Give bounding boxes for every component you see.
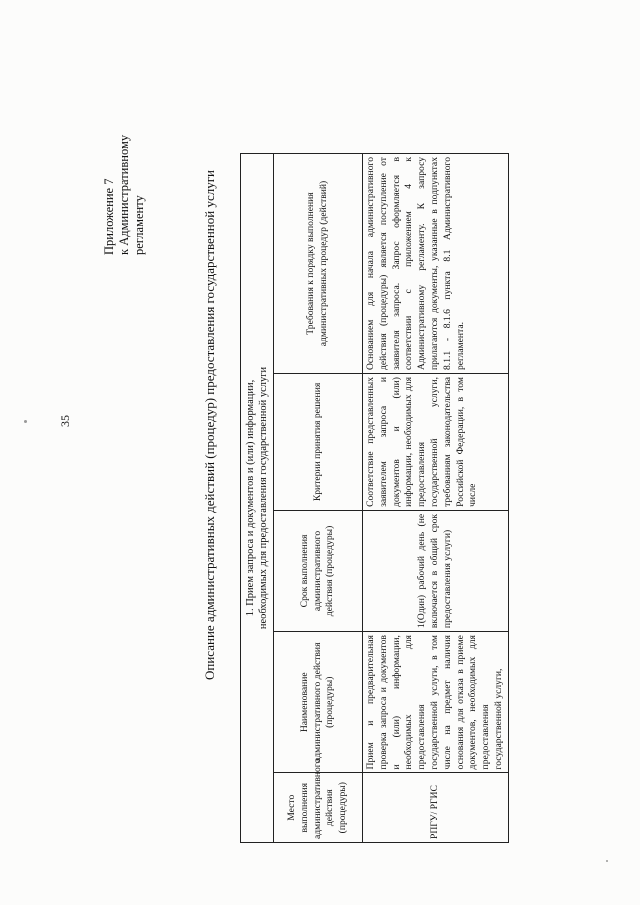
column-header-action: Наименование административного действия (процедуры) — [274, 632, 363, 773]
column-header-place: Место выполнения административного действия (процедуры) — [274, 773, 363, 843]
column-header-criteria: Критерии принятия решения — [274, 374, 363, 511]
document-title: Описание административных действий (процедур) предоставления государственной услуги — [202, 170, 217, 680]
header-row — [274, 154, 363, 843]
cell-action: Прием и предварительная проверка запроса и документов и (или) информации, необходимых для предоставления государственной услуги, в том числе на предмет наличия основания для отказа в приеме документов, необходимых для предоставления государственной услуги, — [363, 632, 509, 773]
column-header-term: Срок выполнения административного действия (процедуры) — [274, 510, 363, 631]
section-heading-line-1: 1. Прием запроса и документов и (или) информации, — [245, 379, 256, 617]
appendix-line-1: Приложение 7 — [102, 178, 116, 255]
appendix-note — [102, 135, 147, 255]
table-row — [363, 154, 509, 843]
cell-criteria: Соответствие представленных заявителем запроса и документов и (или) информации, необходимых для предоставления государственной услуги, требованиям законодательства Российской Федерации, в том числе — [363, 374, 509, 511]
cell-place: РПГУ/ РГИС — [363, 773, 509, 843]
section-heading — [241, 154, 274, 843]
procedures-table — [240, 153, 509, 843]
page-number: 35 — [58, 415, 72, 427]
section-heading-line-2: необходимых для предоставления государственной услуги — [258, 366, 269, 630]
cell-term: 1(Один) рабочий день (не включается в общий срок предоставления услуги) — [363, 510, 509, 631]
section-heading-row — [241, 154, 274, 843]
cell-requirements: Основанием для начала административного действия (процедуры) является поступление от заявителя запроса. Запрос оформляется в соответствии с приложением 4 к Административному регламенту. К запросу прилагаются документы, указанные в подпунктах 8.1.1 - 8.1.6 пункта 8.1 Административного регламента. — [363, 154, 509, 374]
appendix-line-3: регламенту — [132, 195, 146, 255]
column-header-requirements: Требования к порядку выполнения административных процедур (действий) — [274, 154, 363, 374]
appendix-line-2: к Административному — [117, 134, 131, 255]
